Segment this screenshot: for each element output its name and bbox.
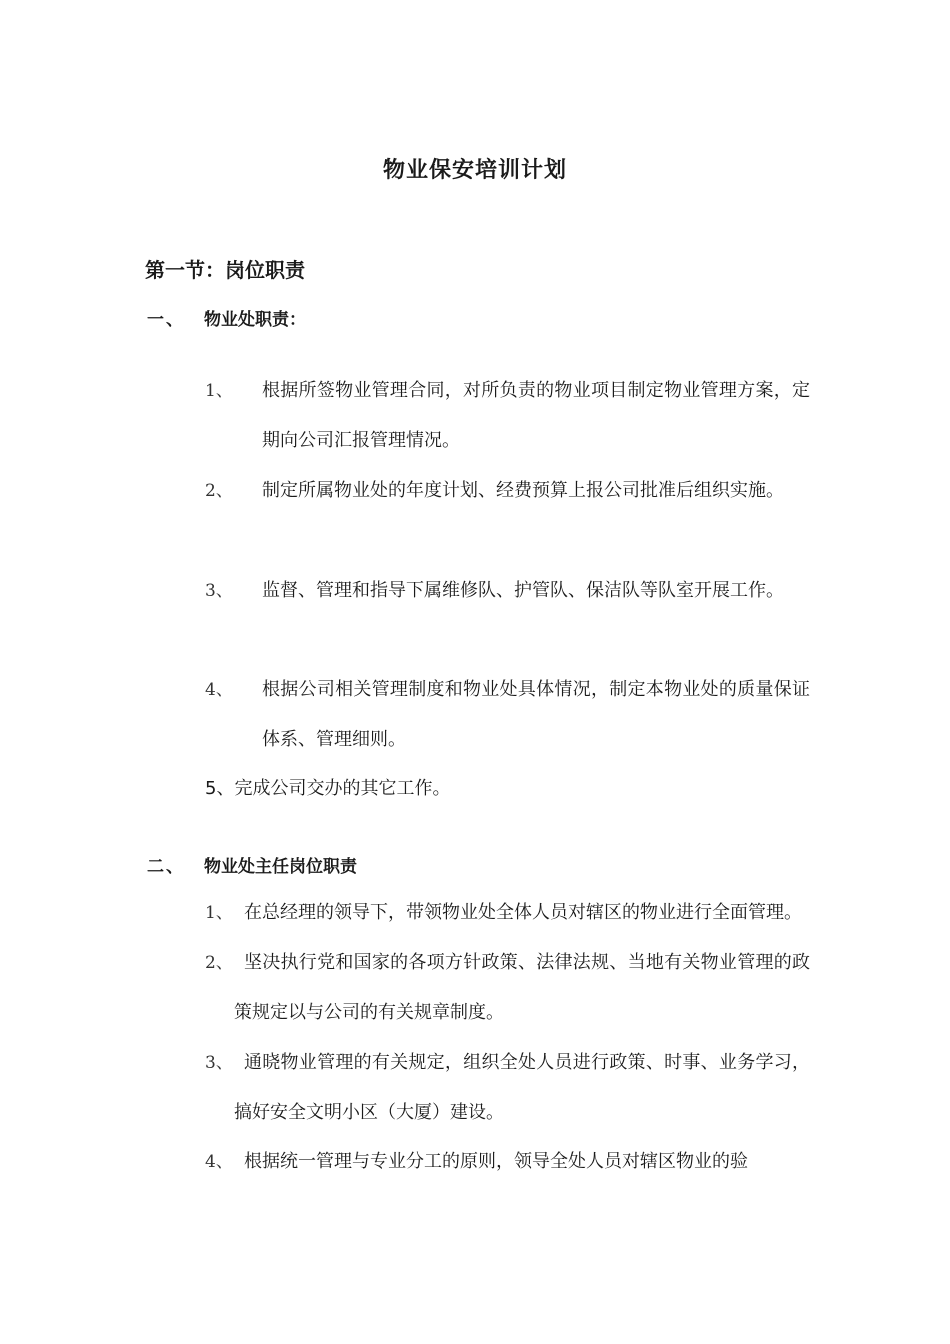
list-item — [205, 1038, 810, 1138]
part-title: 物业处主任岗位职责 — [204, 857, 357, 877]
document-title: 物业保安培训计划 — [382, 158, 567, 183]
item-text: 根据统一管理与专业分工的原则，领导全处人员对辖区物业的验 — [244, 1151, 748, 1172]
item-text: 根据所签物业管理合同，对所负责的物业项目制定物业管理方案，定期向公司汇报管理情况。 — [262, 380, 810, 451]
part-number: 二、 — [147, 857, 185, 877]
item-text: 根据公司相关管理制度和物业处具体情况，制定本物业处的质量保证体系、管理细则。 — [262, 679, 810, 750]
part-number: 一、 — [147, 310, 185, 330]
list-item — [205, 665, 810, 765]
list-item — [205, 366, 810, 466]
list-item — [205, 888, 810, 938]
section-heading: 第一节：岗位职责 — [145, 258, 305, 282]
item-text: 制定所属物业处的年度计划、经费预算上报公司批准后组织实施。 — [262, 480, 784, 501]
item-number: 3、 — [205, 581, 233, 601]
item-number: 3、 — [205, 1053, 233, 1073]
list-item: 5、完成公司交办的其它工作。 — [205, 778, 451, 799]
item-number: 2、 — [205, 953, 233, 973]
item-text: 坚决执行党和国家的各项方针政策、法律法规、当地有关物业管理的政策规定以与公司的有关规章制度。 — [234, 952, 810, 1023]
part-heading-1 — [147, 305, 306, 330]
part-title: 物业处职责： — [204, 310, 306, 330]
item-text: 监督、管理和指导下属维修队、护管队、保洁队等队室开展工作。 — [262, 580, 784, 601]
item-number: 4、 — [205, 680, 233, 700]
list-item — [205, 466, 810, 516]
item-text: 通晓物业管理的有关规定，组织全处人员进行政策、时事、业务学习，搞好安全文明小区（大厦）建设。 — [234, 1052, 810, 1123]
list-item — [205, 1137, 810, 1187]
item-number: 2、 — [205, 481, 233, 501]
list-item — [205, 938, 810, 1038]
item-text: 在总经理的领导下，带领物业处全体人员对辖区的物业进行全面管理。 — [244, 902, 802, 923]
item-number: 4、 — [205, 1152, 233, 1172]
list-item — [205, 566, 810, 616]
part-heading-2 — [147, 852, 357, 877]
item-number: 1、 — [205, 903, 233, 923]
item-number: 1、 — [205, 381, 233, 401]
